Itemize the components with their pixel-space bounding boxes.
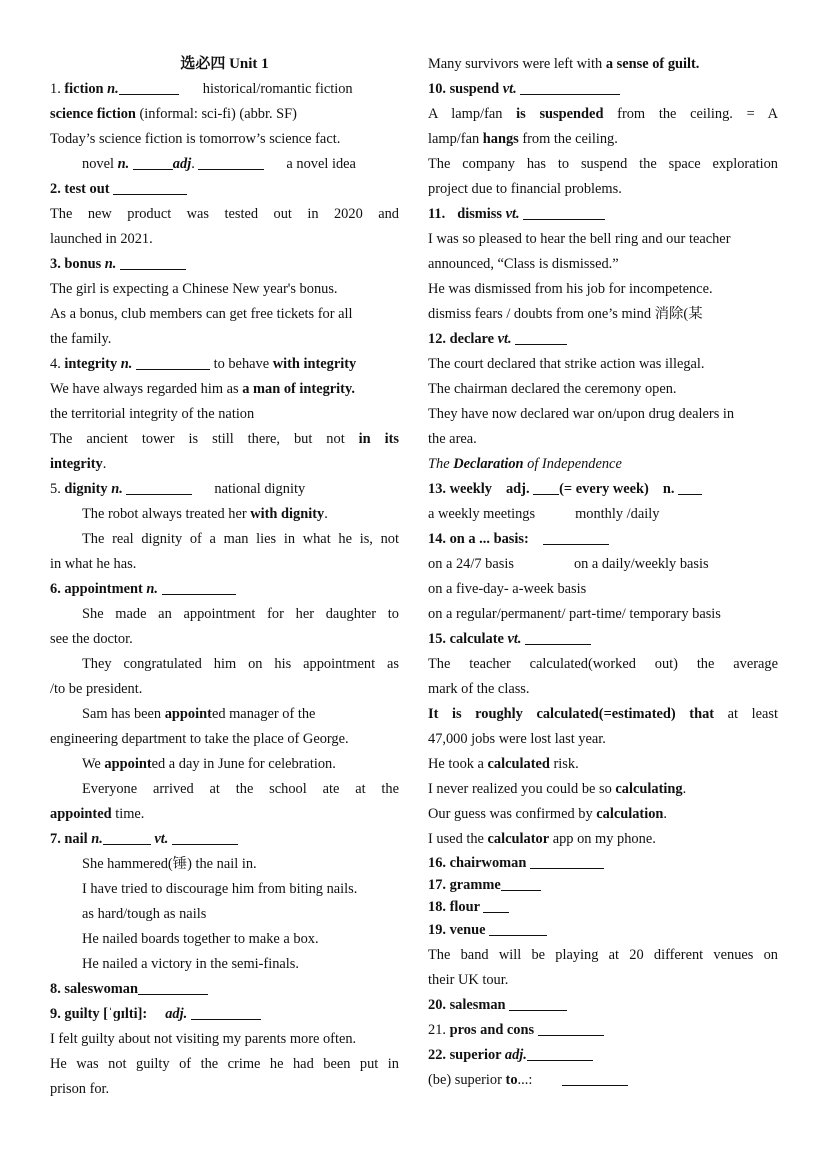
text-run: . — [324, 506, 328, 522]
answer-blank — [133, 155, 173, 170]
text-run: from the ceiling. — [518, 131, 618, 147]
text-line — [428, 402, 778, 427]
text-line — [50, 777, 399, 802]
text-line — [50, 727, 399, 752]
text-run: n. — [91, 831, 103, 847]
answer-blank — [509, 996, 567, 1011]
text-line — [428, 102, 778, 127]
text-run: A lamp/fan — [428, 106, 517, 122]
text-line — [50, 127, 399, 152]
text-run: is suspended — [516, 106, 604, 122]
text-run: I was so pleased to hear the bell ring and our teacher — [428, 231, 731, 247]
text-line — [428, 827, 778, 852]
text-run: integrity — [50, 456, 103, 472]
answer-blank — [562, 1071, 628, 1086]
text-run: adj. — [504, 1047, 527, 1063]
text-run: adj — [172, 156, 192, 172]
text-run: announced, “Class is dismissed.” — [428, 256, 619, 272]
text-line — [428, 727, 778, 752]
text-line — [428, 677, 778, 702]
right-column — [428, 52, 778, 1093]
text-run: . — [682, 781, 687, 797]
text-run: /to be president. — [50, 681, 143, 697]
text-run: in what he has. — [50, 556, 137, 572]
text-line — [50, 327, 399, 352]
text-line — [428, 802, 778, 827]
text-run: 14. on a ... basis: — [428, 531, 529, 547]
answer-blank — [520, 80, 620, 95]
text-run: fiction — [64, 81, 108, 97]
text-run: vt. — [497, 331, 512, 347]
text-line — [50, 652, 399, 677]
text-run: Today’s science fiction is tomorrow’s science fact. — [50, 131, 341, 147]
text-line — [428, 252, 778, 277]
left-column — [50, 52, 399, 1102]
text-line — [50, 577, 399, 602]
answer-blank — [543, 530, 609, 545]
text-line — [428, 177, 778, 202]
text-run: novel — [82, 156, 118, 172]
text-run: The — [428, 456, 454, 472]
text-line — [428, 852, 778, 874]
text-line — [428, 77, 778, 102]
text-line — [50, 877, 399, 902]
text-line — [50, 302, 399, 327]
text-run: ed manager of the — [211, 706, 316, 722]
text-run: vt. — [507, 631, 522, 647]
text-line — [428, 152, 778, 177]
text-run: vt. — [502, 81, 517, 97]
text-run: adj. — [165, 1006, 188, 1022]
answer-blank — [515, 330, 567, 345]
text-run: appoint — [104, 756, 152, 772]
text-line — [50, 977, 399, 1002]
text-run: (be) superior — [428, 1072, 506, 1088]
text-run: from the ceiling. = A — [603, 106, 778, 122]
text-run: 1. — [50, 81, 65, 97]
text-run: n. — [111, 481, 123, 497]
text-run: calculator — [487, 831, 550, 847]
text-run: 选必四 Unit 1 — [180, 56, 269, 72]
text-run: dismiss — [457, 206, 506, 222]
text-run: 22. superior — [428, 1047, 505, 1063]
text-run: . — [191, 156, 199, 172]
answer-blank — [136, 355, 210, 370]
text-line — [50, 102, 399, 127]
text-line — [50, 527, 399, 552]
text-run: The real dignity of a man lies in what he is, not — [82, 531, 399, 547]
text-line — [50, 177, 399, 202]
text-line — [428, 1043, 778, 1068]
text-run: Many survivors were left with — [428, 56, 606, 72]
answer-blank — [527, 1046, 593, 1061]
text-run: to — [505, 1072, 518, 1088]
text-line — [428, 352, 778, 377]
text-run: She made an appointment for her daughter to — [82, 606, 399, 622]
text-line — [50, 227, 399, 252]
text-run: (= every week) — [559, 481, 649, 497]
text-line — [428, 702, 778, 727]
text-run: 12. declare — [428, 331, 498, 347]
text-line — [428, 652, 778, 677]
text-run: a novel idea — [286, 156, 356, 172]
answer-blank — [533, 480, 559, 495]
answer-blank — [138, 980, 208, 995]
text-run: as hard/tough as nails — [82, 906, 207, 922]
answer-blank — [538, 1021, 604, 1036]
text-run: ...: — [517, 1072, 533, 1088]
text-line — [50, 677, 399, 702]
answer-blank — [483, 898, 509, 913]
text-line — [50, 952, 399, 977]
text-run: hangs — [482, 131, 519, 147]
text-run: dismiss fears / doubts from one’s mind 消除(某 — [428, 306, 703, 322]
answer-blank — [489, 921, 547, 936]
text-run: 10. suspend — [428, 81, 503, 97]
text-line — [428, 577, 778, 602]
text-run: of Independence — [523, 456, 622, 472]
answer-blank — [530, 854, 604, 869]
text-run: science fiction — [50, 106, 140, 122]
text-line — [428, 552, 778, 577]
answer-blank — [120, 255, 186, 270]
answer-blank — [172, 830, 238, 845]
text-run: It is roughly calculated(=estimated) that — [428, 706, 715, 722]
text-run: We have always regarded him as — [50, 381, 243, 397]
text-run: pros and cons — [449, 1022, 538, 1038]
text-line — [50, 552, 399, 577]
text-run: The company has to suspend the space exploration — [428, 156, 778, 172]
text-run: at least — [714, 706, 778, 722]
text-run: vt. — [505, 206, 520, 222]
text-run: n. — [662, 481, 679, 497]
text-run: The new product was tested out in 2020 and — [50, 206, 399, 222]
text-line — [50, 277, 399, 302]
text-run: mark of the class. — [428, 681, 530, 697]
text-line — [50, 1027, 399, 1052]
text-line — [428, 627, 778, 652]
text-run: 4. — [50, 356, 65, 372]
text-run: I felt guilty about not visiting my parents more often. — [50, 1031, 357, 1047]
text-run: 2. test out — [50, 181, 114, 197]
text-run: I never realized you could be so — [428, 781, 616, 797]
text-run: on a 24/7 basis — [428, 556, 514, 572]
text-line — [50, 1052, 399, 1077]
text-line — [50, 377, 399, 402]
text-run: to behave — [209, 356, 273, 372]
text-run: He was dismissed from his job for incompetence. — [428, 281, 713, 297]
page-title — [50, 52, 399, 77]
text-run: 18. flour — [428, 899, 484, 915]
text-run: He nailed a victory in the semi-finals. — [82, 956, 299, 972]
answer-blank — [191, 1005, 261, 1020]
text-line — [428, 202, 778, 227]
text-run: The court declared that strike action was illegal. — [428, 356, 705, 372]
text-line — [50, 1002, 399, 1027]
text-run: She hammered(锤) the nail in. — [82, 856, 257, 872]
text-run: time. — [111, 806, 145, 822]
text-run: monthly /daily — [575, 506, 660, 522]
text-line — [428, 427, 778, 452]
answer-blank — [523, 205, 605, 220]
text-line — [428, 943, 778, 968]
text-line — [50, 427, 399, 452]
text-line — [428, 968, 778, 993]
text-run: As a bonus, club members can get free tickets for all — [50, 306, 353, 322]
text-line — [428, 777, 778, 802]
answer-blank — [501, 876, 541, 891]
text-run: I have tried to discourage him from biting nails. — [82, 881, 358, 897]
text-run: on a daily/weekly basis — [573, 556, 709, 572]
text-run: their UK tour. — [428, 972, 509, 988]
text-run: calculated — [487, 756, 550, 772]
text-line — [50, 927, 399, 952]
text-run: n. — [104, 256, 117, 272]
text-run: 13. weekly — [428, 481, 492, 497]
text-run: . — [663, 806, 668, 822]
answer-blank — [126, 480, 192, 495]
text-run: 15. calculate — [428, 631, 508, 647]
text-run: n. — [146, 581, 158, 597]
text-run: adj. — [505, 481, 534, 497]
text-run: calculation — [596, 806, 664, 822]
text-line — [428, 502, 778, 527]
answer-blank — [103, 830, 151, 845]
text-run: Declaration — [453, 456, 524, 472]
text-line — [428, 452, 778, 477]
text-line — [50, 602, 399, 627]
text-line — [50, 252, 399, 277]
text-run: 16. chairwoman — [428, 855, 530, 871]
text-run: 11. — [428, 206, 446, 222]
text-line — [428, 993, 778, 1018]
text-run: They congratulated him on his appointment as — [82, 656, 399, 672]
text-run: 19. venue — [428, 922, 490, 938]
text-run: 47,000 jobs were lost last year. — [428, 731, 606, 747]
answer-blank — [678, 480, 702, 495]
text-line — [50, 352, 399, 377]
text-line — [428, 602, 778, 627]
text-line — [428, 896, 778, 918]
answer-blank — [198, 155, 264, 170]
text-run: They have now declared war on/upon drug dealers in — [428, 406, 735, 422]
answer-blank — [162, 580, 236, 595]
text-run: project due to financial problems. — [428, 181, 622, 197]
text-run: Sam has been — [82, 706, 165, 722]
text-line — [50, 852, 399, 877]
text-run: The band will be playing at 20 different venues on — [428, 947, 778, 963]
text-run: in its — [358, 431, 400, 447]
text-line — [428, 52, 778, 77]
text-run: 6. appointment — [50, 581, 147, 597]
text-run: n. — [117, 156, 130, 172]
text-run: 20. salesman — [428, 997, 510, 1013]
text-run: 21. — [428, 1022, 450, 1038]
text-run: Everyone arrived at the school ate at the — [82, 781, 399, 797]
text-run: with integrity — [272, 356, 357, 372]
text-run: ed a day in June for celebration. — [151, 756, 336, 772]
text-line — [50, 827, 399, 852]
text-line — [428, 1068, 778, 1093]
text-run: . — [102, 456, 107, 472]
text-line — [428, 752, 778, 777]
text-run: integrity — [64, 356, 121, 372]
text-line — [50, 627, 399, 652]
text-run: historical/romantic fiction — [202, 81, 353, 97]
text-line — [428, 127, 778, 152]
text-run: He nailed boards together to make a box. — [82, 931, 319, 947]
text-line — [50, 452, 399, 477]
text-run: 5. — [50, 481, 65, 497]
text-run: He was not guilty of the crime he had been put in — [50, 1056, 399, 1072]
answer-blank — [119, 80, 179, 95]
text-line — [428, 277, 778, 302]
text-run: on a five-day- a-week basis — [428, 581, 587, 597]
text-line — [428, 477, 778, 502]
text-run: risk. — [549, 756, 579, 772]
text-run: The ancient tower is still there, but not — [50, 431, 359, 447]
text-run: the family. — [50, 331, 112, 347]
text-run: engineering department to take the place of George. — [50, 731, 349, 747]
text-run: n. — [107, 81, 119, 97]
text-line — [50, 152, 399, 177]
text-line — [50, 402, 399, 427]
text-run: The girl is expecting a Chinese New year's bonus. — [50, 281, 338, 297]
text-line — [428, 874, 778, 896]
text-line — [50, 502, 399, 527]
text-run: We — [82, 756, 105, 772]
text-run: a man of integrity. — [242, 381, 355, 397]
text-run: The teacher calculated(worked out) the average — [428, 656, 778, 672]
text-run: a sense of guilt. — [605, 56, 700, 72]
text-line — [50, 77, 399, 102]
text-line — [50, 702, 399, 727]
text-line — [428, 527, 778, 552]
text-run: Our guess was confirmed by — [428, 806, 597, 822]
text-run: appointed — [50, 806, 112, 822]
text-run: national dignity — [214, 481, 306, 497]
text-run: The robot always treated her — [82, 506, 251, 522]
text-run: appoint — [164, 706, 212, 722]
text-run: see the doctor. — [50, 631, 133, 647]
answer-blank — [113, 180, 187, 195]
text-run: launched in 2021. — [50, 231, 153, 247]
text-line — [428, 327, 778, 352]
text-run: with dignity — [250, 506, 325, 522]
text-run: on a regular/permanent/ part-time/ temporary basis — [428, 606, 721, 622]
text-line — [50, 802, 399, 827]
text-run: He took a — [428, 756, 488, 772]
text-run: the territorial integrity of the nation — [50, 406, 255, 422]
text-line — [50, 477, 399, 502]
text-run: The chairman declared the ceremony open. — [428, 381, 677, 397]
text-line — [428, 1018, 778, 1043]
text-run: calculating — [615, 781, 683, 797]
text-run: the area. — [428, 431, 477, 447]
text-run: 7. nail — [50, 831, 92, 847]
text-run: 9. guilty [ˈɡɪlti]: — [50, 1006, 148, 1022]
text-line — [428, 227, 778, 252]
text-run: n. — [120, 356, 133, 372]
text-run: a weekly meetings — [428, 506, 536, 522]
text-line — [50, 202, 399, 227]
text-line — [50, 902, 399, 927]
text-run: 3. bonus — [50, 256, 105, 272]
text-run: dignity — [64, 481, 112, 497]
text-run: app on my phone. — [549, 831, 656, 847]
text-run: prison for. — [50, 1081, 110, 1097]
text-line — [50, 752, 399, 777]
text-run: vt. — [154, 831, 169, 847]
text-line — [428, 377, 778, 402]
text-line — [428, 302, 778, 327]
text-run: lamp/fan — [428, 131, 483, 147]
answer-blank — [525, 630, 591, 645]
text-run: I used the — [428, 831, 488, 847]
text-run: 17. gramme — [428, 877, 501, 893]
text-line — [428, 918, 778, 943]
text-line — [50, 1077, 399, 1102]
text-run: 8. saleswoman — [50, 981, 138, 997]
text-run: (informal: sci-fi) (abbr. SF) — [139, 106, 297, 122]
